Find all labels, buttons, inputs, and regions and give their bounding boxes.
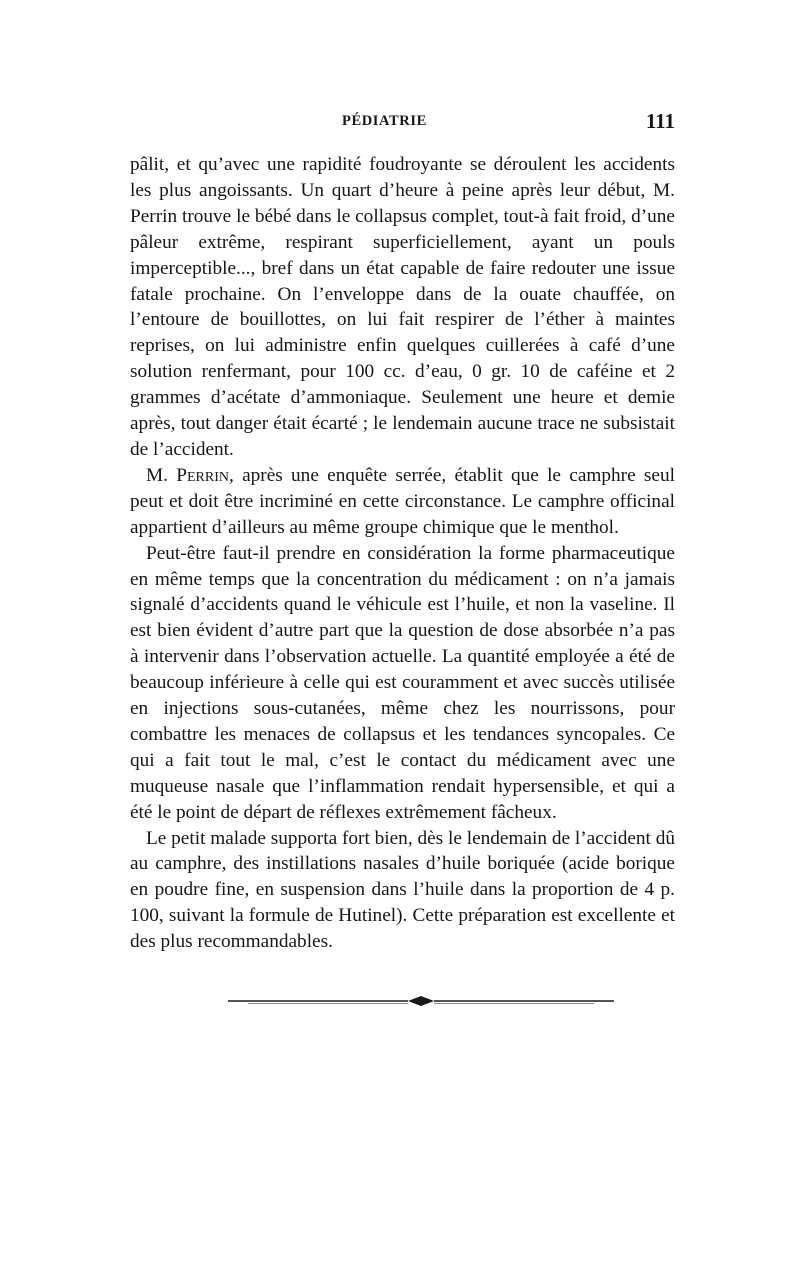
- ornament-rule-graphic: [228, 990, 614, 1012]
- body-text: [130, 152, 675, 955]
- running-head-title: PÉDIATRIE: [342, 113, 427, 129]
- running-head: [130, 109, 675, 139]
- author-name: M. Perrin,: [146, 464, 234, 486]
- end-ornament-rule: [228, 990, 614, 1012]
- paragraph-2-text: après une enquête serrée, établit que le camphre seul peut et doit être incriminé en cette circonstance. Le camphre officinal appartient d’ailleurs au même groupe chimique que le menthol.: [130, 464, 675, 538]
- paragraph-2: [130, 463, 675, 541]
- paragraph-1: pâlit, et qu’avec une rapidité foudroyante se déroulent les accidents les plus angoissants. Un quart d’heure à peine après leur début, M. Perrin trouve le bébé dans le collapsus complet, tout-à fait froid, d’une pâleur extrême, respirant superficiellement, ayant un pouls imperceptible..., bref dans un état capable de faire redouter une issue fatale prochaine. On l’enveloppe dans de la ouate chauffée, on l’entoure de bouillottes, on lui fait respirer de l’éther à maintes reprises, on lui administre enfin quelques cuillerées à café d’une solution renfermant, pour 100 cc. d’eau, 0 gr. 10 de caféine et 2 grammes d’acétate d’ammoniaque. Seulement une heure et demie après, tout danger était écarté ; le lendemain aucune trace ne subsistait de l’accident.: [130, 154, 675, 460]
- paragraph-4: Le petit malade supporta fort bien, dès le lendemain de l’accident dû au camphre, des instillations nasales d’huile boriquée (acide borique en poudre fine, en suspension dans l’huile dans la proportion de 4 p. 100, suivant la formule de Hutinel). Cette préparation est excellente et des plus recommandables.: [130, 827, 675, 953]
- page-number: 111: [645, 109, 675, 133]
- paragraph-3: Peut-être faut-il prendre en considération la forme pharmaceutique en même temps que la concentration du médicament : on n’a jamais signalé d’accidents quand le véhicule est l’huile, et non la vaseline. Il est bien évident d’autre part que la question de dose absorbée n’a pas à intervenir dans l’observation actuelle. La quantité employée a été de beaucoup inférieure à celle qui est couramment et avec succès utilisée en injections sous-cutanées, même chez les nourrissons, pour combattre les menaces de collapsus et les tendances syncopales. Ce qui a fait tout le mal, c’est le contact du médicament avec une muqueuse nasale que l’inflammation rendait hypersensible, et qui a été le point de départ de réflexes extrêmement fâcheux.: [130, 542, 675, 823]
